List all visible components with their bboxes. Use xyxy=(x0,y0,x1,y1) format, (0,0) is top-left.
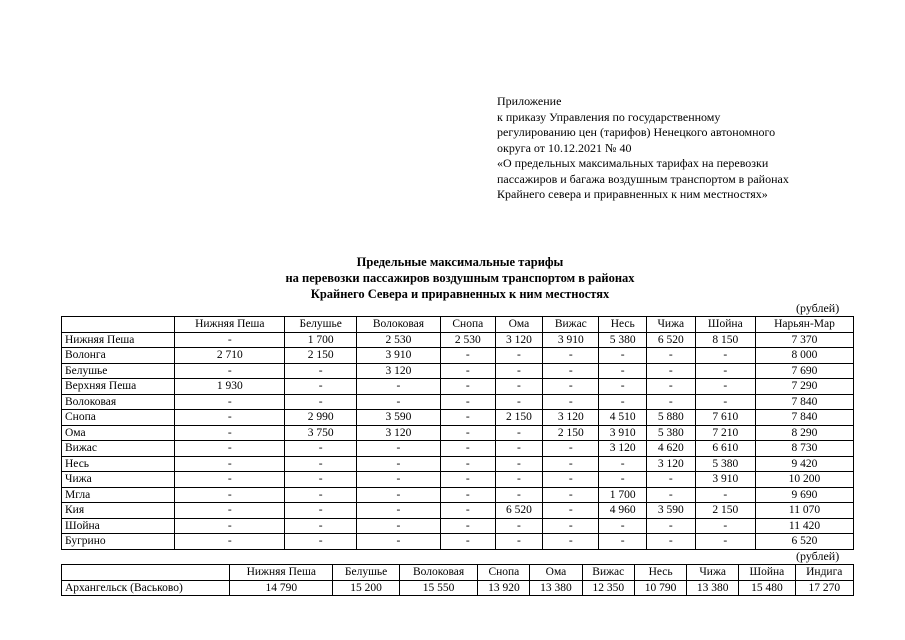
tariff-cell: - xyxy=(646,363,695,379)
table-row xyxy=(62,441,854,457)
row-label-cell: Верхняя Пеша xyxy=(62,379,175,395)
table-header-row xyxy=(62,317,854,333)
tariff-cell: - xyxy=(495,487,543,503)
tariff-cell: - xyxy=(440,410,495,426)
tariff-cell: 3 120 xyxy=(356,425,440,441)
table-row xyxy=(62,348,854,364)
tariff-cell: - xyxy=(285,534,356,550)
table-row xyxy=(62,332,854,348)
tariff-cell: 3 120 xyxy=(543,410,599,426)
tariff-cell: - xyxy=(695,487,755,503)
appendix-line: регулированию цен (тарифов) Ненецкого автономного xyxy=(497,125,776,139)
table-header-row xyxy=(62,565,854,581)
tariff-cell: - xyxy=(285,472,356,488)
tariff-cell: - xyxy=(285,487,356,503)
row-label-cell: Несь xyxy=(62,456,175,472)
row-label-cell: Белушье xyxy=(62,363,175,379)
tariff-cell: 5 380 xyxy=(695,456,755,472)
tariff-cell: - xyxy=(543,518,599,534)
tariff-cell: 3 120 xyxy=(495,332,543,348)
tariff-cell: 9 690 xyxy=(755,487,853,503)
tariff-cell: - xyxy=(175,503,285,519)
appendix-line: Приложение xyxy=(497,94,562,108)
tariff-cell: - xyxy=(495,379,543,395)
tariff-cell: 9 420 xyxy=(755,456,853,472)
tariff-cell: 7 840 xyxy=(755,394,853,410)
tariff-cell: - xyxy=(543,348,599,364)
title-line: Крайнего Севера и приравненных к ним местностях xyxy=(310,287,610,301)
tariff-cell: - xyxy=(495,425,543,441)
tariff-cell: 6 520 xyxy=(495,503,543,519)
tariff-cell: - xyxy=(599,394,647,410)
tariff-cell: - xyxy=(175,456,285,472)
tariff-cell: 3 910 xyxy=(599,425,647,441)
column-header: Индига xyxy=(795,565,853,581)
tariff-cell: - xyxy=(599,518,647,534)
tariff-cell: - xyxy=(356,487,440,503)
tariff-cell: - xyxy=(495,363,543,379)
tariff-cell: 3 590 xyxy=(646,503,695,519)
tariff-cell: 5 380 xyxy=(599,332,647,348)
tariff-cell: - xyxy=(175,472,285,488)
table-body xyxy=(62,332,854,549)
tariff-cell: 7 690 xyxy=(755,363,853,379)
row-label-cell: Чижа xyxy=(62,472,175,488)
tariff-cell: - xyxy=(285,503,356,519)
tariff-cell: 8 000 xyxy=(755,348,853,364)
appendix-line: пассажиров и багажа воздушным транспортом в районах xyxy=(497,171,789,186)
tariff-cell: - xyxy=(495,394,543,410)
tariff-cell: - xyxy=(543,534,599,550)
row-label-cell: Мгла xyxy=(62,487,175,503)
tariff-cell: 1 700 xyxy=(285,332,356,348)
tariff-cell: 13 920 xyxy=(478,580,530,596)
tariff-cell: - xyxy=(285,394,356,410)
tariff-cell: - xyxy=(175,425,285,441)
row-label-cell: Волоковая xyxy=(62,394,175,410)
column-header: Несь xyxy=(599,317,647,333)
tariff-cell: 15 480 xyxy=(739,580,795,596)
tariff-cell: - xyxy=(495,456,543,472)
tariff-cell: 2 150 xyxy=(285,348,356,364)
tariff-cell: 3 120 xyxy=(599,441,647,457)
tariff-cell: 3 910 xyxy=(356,348,440,364)
tariff-cell: - xyxy=(285,441,356,457)
tariff-cell: - xyxy=(646,379,695,395)
tariff-cell: - xyxy=(356,518,440,534)
column-header: Вижас xyxy=(582,565,635,581)
tariff-cell: 5 880 xyxy=(646,410,695,426)
tariff-cell: 14 790 xyxy=(230,580,333,596)
tariff-cell: 5 380 xyxy=(646,425,695,441)
tariff-cell: - xyxy=(646,518,695,534)
column-header: Несь xyxy=(635,565,687,581)
tariff-cell: - xyxy=(495,348,543,364)
tariff-cell: - xyxy=(356,472,440,488)
row-label-cell: Вижас xyxy=(62,441,175,457)
row-label-cell: Шойна xyxy=(62,518,175,534)
tariff-cell: 2 530 xyxy=(356,332,440,348)
table-row xyxy=(62,503,854,519)
tariff-cell: 8 730 xyxy=(755,441,853,457)
tariff-cell: - xyxy=(695,379,755,395)
tariff-cell: 6 520 xyxy=(755,534,853,550)
tariff-cell: - xyxy=(695,348,755,364)
table-row xyxy=(62,534,854,550)
tariff-cell: - xyxy=(440,379,495,395)
tariff-cell: - xyxy=(356,503,440,519)
tariff-cell: - xyxy=(543,363,599,379)
tariff-cell: - xyxy=(356,394,440,410)
row-label-cell: Нижняя Пеша xyxy=(62,332,175,348)
tariff-cell: - xyxy=(695,534,755,550)
tariff-cell: - xyxy=(599,456,647,472)
row-label-cell: Архангельск (Васьково) xyxy=(62,580,230,596)
tariff-cell: 11 420 xyxy=(755,518,853,534)
column-header: Белушье xyxy=(333,565,400,581)
appendix-line: к приказу Управления по государственному xyxy=(497,109,721,124)
tariff-cell: 8 150 xyxy=(695,332,755,348)
tariff-cell: - xyxy=(356,379,440,395)
tariff-cell: 3 120 xyxy=(646,456,695,472)
tariff-cell: - xyxy=(543,394,599,410)
tariff-cell: - xyxy=(543,472,599,488)
tariff-cell: - xyxy=(599,363,647,379)
tariff-cell: - xyxy=(695,394,755,410)
tariff-cell: 8 290 xyxy=(755,425,853,441)
tariff-cell: - xyxy=(543,487,599,503)
column-header: Белушье xyxy=(285,317,356,333)
tariff-cell: 7 610 xyxy=(695,410,755,426)
tariff-cell: - xyxy=(440,456,495,472)
tariff-cell: - xyxy=(599,534,647,550)
tariff-cell: - xyxy=(543,503,599,519)
tariff-cell: - xyxy=(543,379,599,395)
column-header: Волоковая xyxy=(399,565,477,581)
tariff-cell: - xyxy=(495,518,543,534)
tariff-cell: 13 380 xyxy=(530,580,582,596)
column-header: Шойна xyxy=(739,565,795,581)
tariff-table-arkhangelsk xyxy=(61,564,854,596)
tariff-cell: 3 590 xyxy=(356,410,440,426)
row-label-cell: Ома xyxy=(62,425,175,441)
tariff-cell: - xyxy=(440,394,495,410)
table-row xyxy=(62,379,854,395)
table-row xyxy=(62,487,854,503)
tariff-cell: 6 520 xyxy=(646,332,695,348)
column-header: Вижас xyxy=(543,317,599,333)
tariff-cell: 7 840 xyxy=(755,410,853,426)
tariff-cell: 15 200 xyxy=(333,580,400,596)
column-header: Чижа xyxy=(687,565,739,581)
tariff-cell: - xyxy=(440,425,495,441)
tariff-cell: - xyxy=(440,441,495,457)
tariff-cell: 1 930 xyxy=(175,379,285,395)
table-row xyxy=(62,394,854,410)
tariff-cell: 12 350 xyxy=(582,580,635,596)
tariff-cell: - xyxy=(356,456,440,472)
tariff-cell: 3 750 xyxy=(285,425,356,441)
tariff-cell: - xyxy=(495,534,543,550)
table-row xyxy=(62,580,854,596)
tariff-cell: - xyxy=(440,487,495,503)
document-title xyxy=(180,254,740,302)
tariff-cell: 7 210 xyxy=(695,425,755,441)
row-label-cell: Кия xyxy=(62,503,175,519)
tariff-cell: - xyxy=(543,441,599,457)
table-body xyxy=(62,580,854,596)
tariff-cell: - xyxy=(175,487,285,503)
tariff-cell: - xyxy=(599,379,647,395)
column-header: Нижняя Пеша xyxy=(230,565,333,581)
tariff-cell: - xyxy=(646,472,695,488)
tariff-cell: 2 150 xyxy=(695,503,755,519)
tariff-cell: 3 910 xyxy=(695,472,755,488)
table-row xyxy=(62,410,854,426)
title-line: на перевозки пассажиров воздушным транспортом в районах xyxy=(285,271,635,285)
tariff-cell: - xyxy=(599,472,647,488)
tariff-cell: - xyxy=(175,441,285,457)
table-row xyxy=(62,456,854,472)
tariff-cell: 17 270 xyxy=(795,580,853,596)
tariff-cell: - xyxy=(175,332,285,348)
row-label-cell: Снопа xyxy=(62,410,175,426)
tariff-cell: - xyxy=(646,394,695,410)
column-header: Нижняя Пеша xyxy=(175,317,285,333)
tariff-cell: - xyxy=(695,363,755,379)
tariff-cell: 15 550 xyxy=(399,580,477,596)
tariff-cell: 2 150 xyxy=(543,425,599,441)
tariff-cell: 4 620 xyxy=(646,441,695,457)
tariff-cell: - xyxy=(646,487,695,503)
tariff-cell: 1 700 xyxy=(599,487,647,503)
tariff-cell: - xyxy=(285,518,356,534)
tariff-cell: - xyxy=(495,441,543,457)
appendix-line: «О предельных максимальных тарифах на перевозки xyxy=(497,156,769,170)
tariff-cell: 2 150 xyxy=(495,410,543,426)
tariff-cell: - xyxy=(646,534,695,550)
column-header: Ома xyxy=(530,565,582,581)
table1-unit-label: (рублей) xyxy=(796,301,840,315)
tariff-cell: - xyxy=(356,534,440,550)
tariff-cell: - xyxy=(599,348,647,364)
tariff-cell: - xyxy=(440,518,495,534)
tariff-cell: - xyxy=(695,518,755,534)
table-row xyxy=(62,425,854,441)
tariff-cell: - xyxy=(440,363,495,379)
tariff-cell: 2 990 xyxy=(285,410,356,426)
appendix-note xyxy=(497,94,857,203)
tariff-cell: 3 910 xyxy=(543,332,599,348)
table2-unit-label: (рублей) xyxy=(796,549,840,563)
tariff-cell: - xyxy=(285,363,356,379)
tariff-cell: - xyxy=(543,456,599,472)
tariff-cell: 10 200 xyxy=(755,472,853,488)
tariff-cell: 13 380 xyxy=(687,580,739,596)
column-header: Шойна xyxy=(695,317,755,333)
tariff-cell: - xyxy=(285,379,356,395)
row-label-cell: Волонга xyxy=(62,348,175,364)
tariff-cell: - xyxy=(285,456,356,472)
tariff-cell: 7 290 xyxy=(755,379,853,395)
column-header: Чижа xyxy=(646,317,695,333)
column-header: Нарьян-Мар xyxy=(755,317,853,333)
table-row xyxy=(62,363,854,379)
tariff-cell: - xyxy=(175,410,285,426)
tariff-table-local xyxy=(61,316,854,550)
table-row xyxy=(62,472,854,488)
tariff-cell: - xyxy=(440,472,495,488)
tariff-cell: - xyxy=(646,348,695,364)
tariff-cell: 6 610 xyxy=(695,441,755,457)
tariff-cell: - xyxy=(356,441,440,457)
corner-header-cell xyxy=(62,565,230,581)
tariff-cell: - xyxy=(175,518,285,534)
tariff-cell: - xyxy=(175,534,285,550)
tariff-cell: 3 120 xyxy=(356,363,440,379)
tariff-cell: 2 710 xyxy=(175,348,285,364)
tariff-cell: - xyxy=(495,472,543,488)
tariff-cell: 11 070 xyxy=(755,503,853,519)
title-line: Предельные максимальные тарифы xyxy=(356,255,564,269)
column-header: Ома xyxy=(495,317,543,333)
tariff-cell: 2 530 xyxy=(440,332,495,348)
column-header: Снопа xyxy=(478,565,530,581)
tariff-cell: 4 510 xyxy=(599,410,647,426)
tariff-cell: - xyxy=(175,363,285,379)
tariff-cell: 10 790 xyxy=(635,580,687,596)
corner-header-cell xyxy=(62,317,175,333)
column-header: Снопа xyxy=(440,317,495,333)
row-label-cell: Бугрино xyxy=(62,534,175,550)
column-header: Волоковая xyxy=(356,317,440,333)
tariff-cell: - xyxy=(440,503,495,519)
appendix-line: округа от 10.12.2021 № 40 xyxy=(497,140,632,155)
tariff-cell: - xyxy=(440,348,495,364)
tariff-cell: - xyxy=(175,394,285,410)
tariff-cell: 4 960 xyxy=(599,503,647,519)
tariff-cell: - xyxy=(440,534,495,550)
appendix-line: Крайнего севера и приравненных к ним местностях» xyxy=(497,187,768,201)
table-row xyxy=(62,518,854,534)
tariff-cell: 7 370 xyxy=(755,332,853,348)
